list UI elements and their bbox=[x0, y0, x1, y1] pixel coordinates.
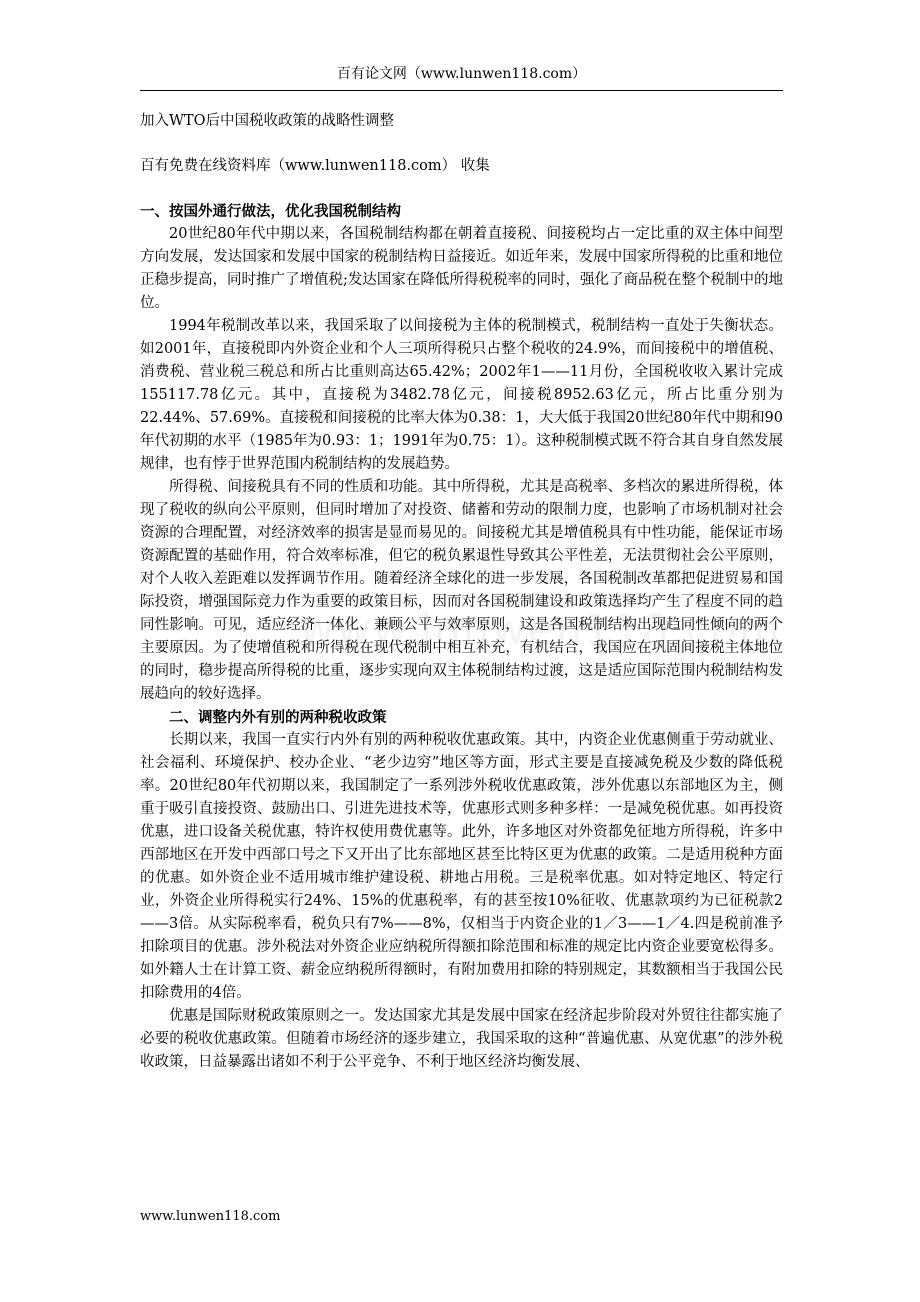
paragraph: 20世纪80年代中期以来，各国税制结构都在朝着直接税、间接税均占一定比重的双主体中间型方向发展，发达国家和发展中国家的税制结构日益接近。如近年来，发展中国家所得税的比重和地位正稳步提高，同时推广了增值税;发达国家在降低所得税税率的同时，强化了商品税在整个税制中的地位。 bbox=[140, 226, 783, 311]
paragraph: 所得税、间接税具有不同的性质和功能。其中所得税，尤其是高税率、多档次的累进所得税，体现了税收的纵向公平原则，但同时增加了对投资、储蓄和劳动的限制力度，也影响了市场机制对社会资源的合理配置，对经济效率的损害是显而易见的。间接税尤其是增值税具有中性功能，能保证市场资源配置的基础作用，符合效率标准，但它的税负累退性导致其公平性差，无法贯彻社会公平原则，对个人收入差距难以发挥调节作用。随着经济全球化的进一步发展，各国税制改革都把促进贸易和国际投资，增强国际竞力作为重要的政策目标，因而对各国税制建设和政策选择均产生了程度不同的趋同性影响。可见，适应经济一体化、兼顾公平与效率原则，这是各国税制结构出现趋同性倾向的两个主要原因。为了使增值税和所得税在现代税制中相互补充，有机结合，我国应在巩固间接税主体地位的同时，稳步提高所得税的比重，逐步实现向双主体税制结构过渡，这是适应国际范围内税制结构发展趋向的较好选择。 bbox=[140, 479, 783, 702]
page-footer: www.lunwen118.com bbox=[140, 1209, 281, 1224]
section-heading-1: 一、按国外通行做法，优化我国税制结构 bbox=[140, 203, 401, 220]
paragraph: 1994年税制改革以来，我国采取了以间接税为主体的税制模式，税制结构一直处于失衡状态。如2001年，直接税即内外资企业和个人三项所得税只占整个税收的24.9%，而间接税中的增值税、消费税、营业税三税总和所占比重则高达65.42%；2002年1——11月份，全国税收收入累计完成155117.78亿元。其中，直接税为3482.78亿元，间接税8952.63亿元，所占比重分别为22.44%、57.69%。直接税和间接税的比率大体为0.38：1，大大低于我国20世纪80年代中期和90年代初期的水平（1985年为0.93：1；1991年为0.75：1）。这种税制模式既不符合其自身自然发展规律，也有悖于世界范围内税制结构的发展趋势。 bbox=[140, 318, 783, 472]
document-title: 加入WTO后中国税收政策的战略性调整 bbox=[140, 113, 394, 129]
section-heading-2: 二、调整内外有别的两种税收政策 bbox=[169, 709, 387, 726]
document-body bbox=[140, 110, 783, 1074]
paragraph: 优惠是国际财税政策原则之一。发达国家尤其是发展中国家在经济起步阶段对外贸往往都实施了必要的税收优惠政策。但随着市场经济的逐步建立，我国采取的这种“普遍优惠、从宽优惠”的涉外税收政策，日益暴露出诸如不利于公平竞争、不利于地区经济均衡发展、 bbox=[140, 1008, 783, 1070]
document-source: 百有免费在线资料库（www.lunwen118.com） 收集 bbox=[140, 158, 490, 174]
paragraph: 长期以来，我国一直实行内外有别的两种税收优惠政策。其中，内资企业优惠侧重于劳动就业、社会福利、环境保护、校办企业、“老少边穷”地区等方面，形式主要是直接减免税及少数的降低税率。20世纪80年代初期以来，我国制定了一系列涉外税收优惠政策，涉外优惠以东部地区为主，侧重于吸引直接投资、鼓励出口、引进先进技术等，优惠形式则多种多样：一是减免税优惠。如再投资优惠，进口设备关税优惠，特许权使用费优惠等。此外，许多地区对外资都免征地方所得税，许多中西部地区在开发中西部口号之下又开出了比东部地区甚至比特区更为优惠的政策。二是适用税种方面的优惠。如外资企业不适用城市维护建设税、耕地占用税。三是税率优惠。如对特定地区、特定行业，外资企业所得税实行24%、15%的优惠税率，有的甚至按10%征收、优惠款项约为已征税款2——3倍。从实际税率看，税负只有7%——8%，仅相当于内资企业的1／3——1／4.四是税前准予扣除项目的优惠。涉外税法对外资企业应纳税所得额扣除范围和标准的规定比内资企业要宽松得多。如外籍人士在计算工资、薪金应纳税所得额时，有附加费用扣除的特别规定，其数额相当于我国公民扣除费用的4倍。 bbox=[140, 732, 783, 1001]
page-header: 百有论文网（www.lunwen118.com） bbox=[140, 64, 783, 91]
